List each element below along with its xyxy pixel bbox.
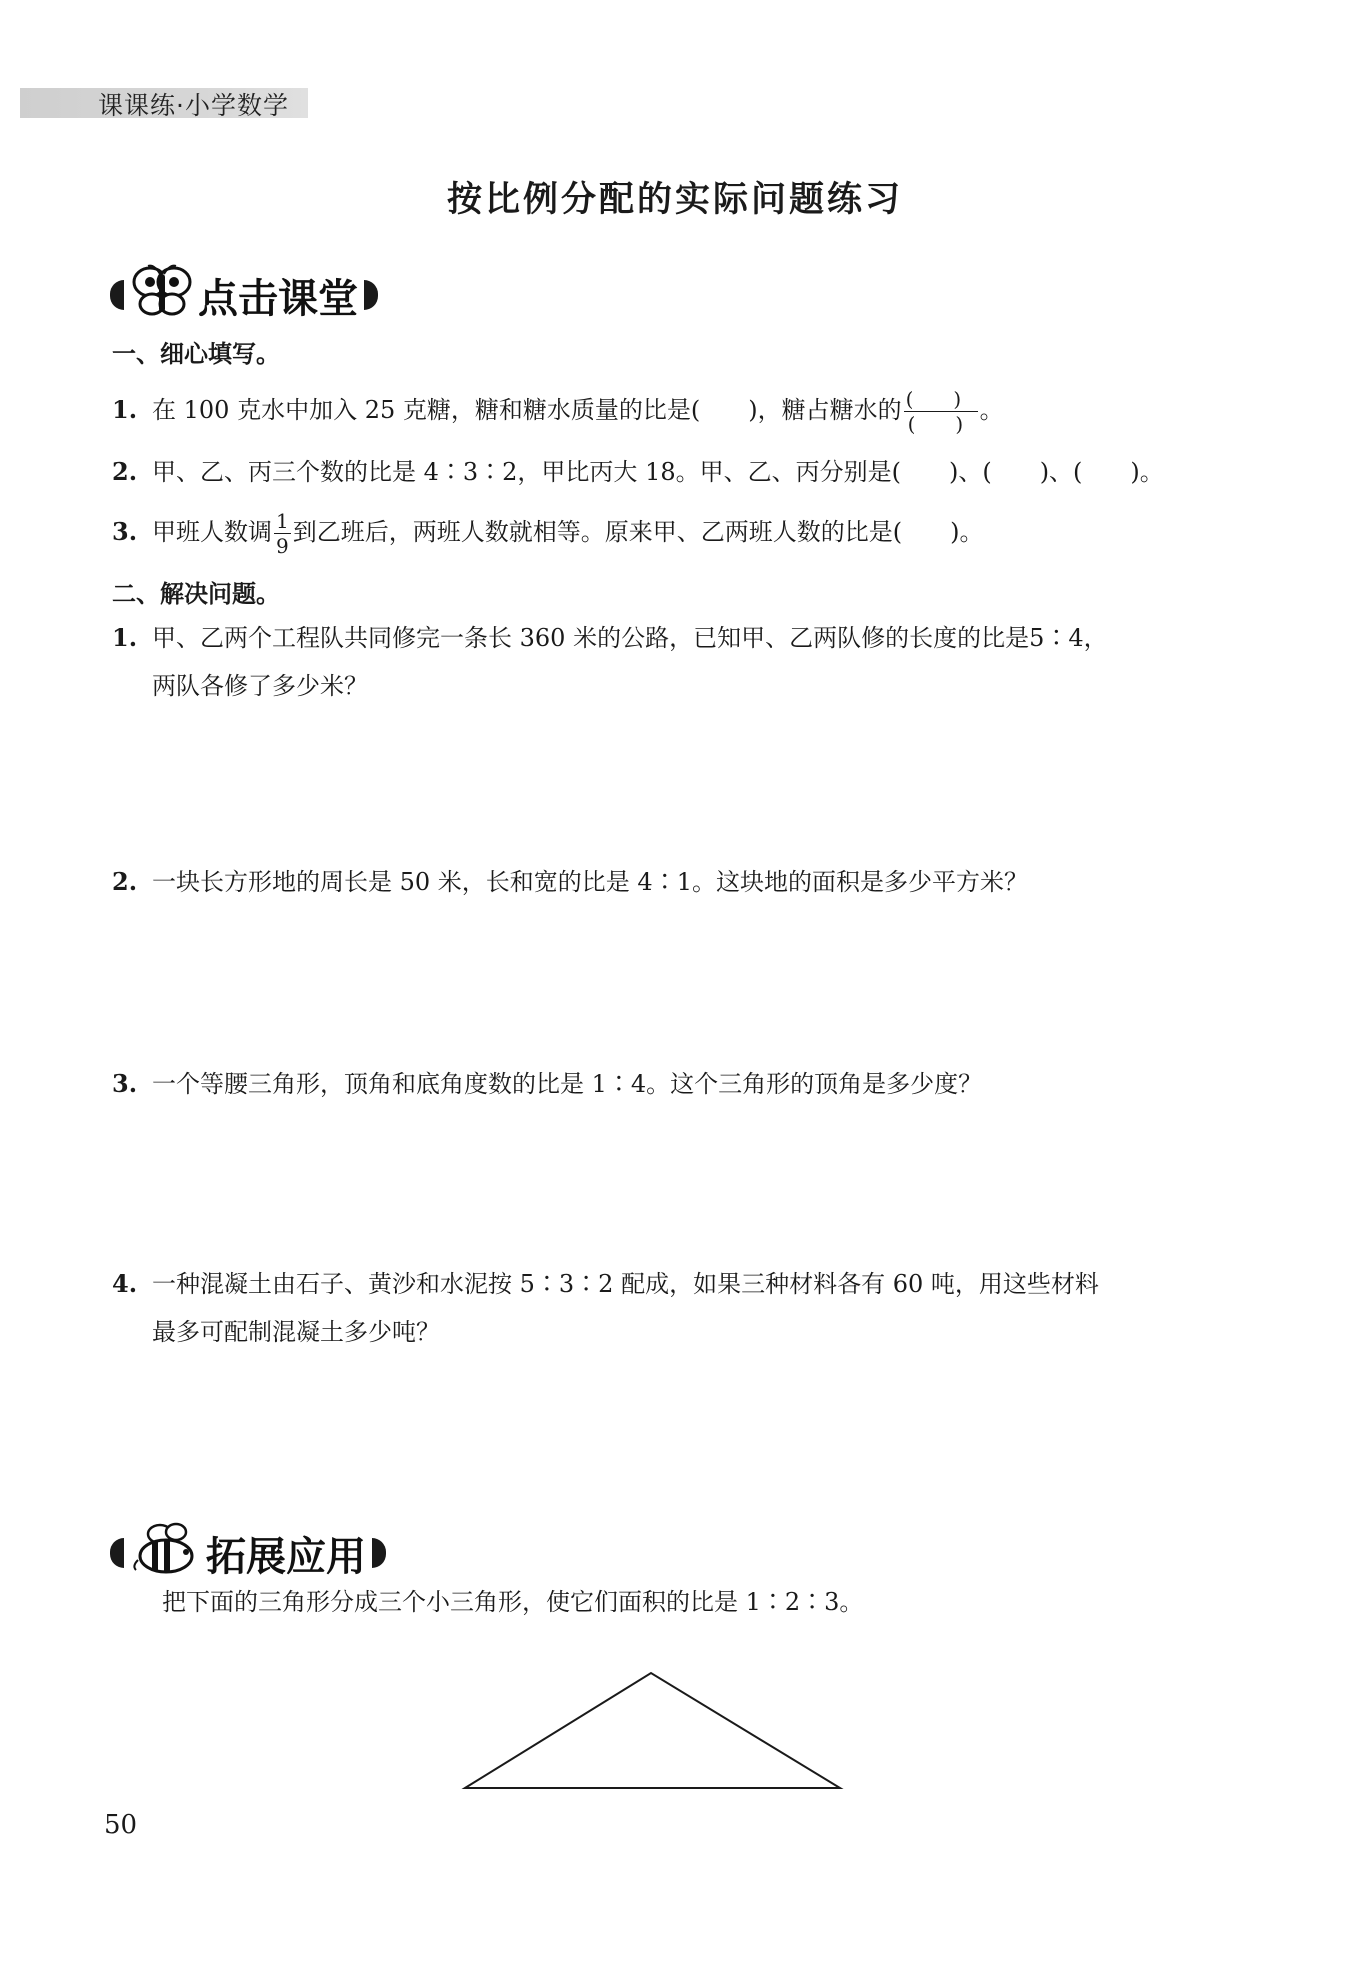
part1-heading: 一、细心填写。	[112, 340, 280, 368]
book-header: 课课练·小学数学	[98, 91, 289, 120]
page-title: 按比例分配的实际问题练习	[446, 180, 903, 220]
problem-1: 1. 甲、乙两个工程队共同修完一条长 360 米的公路，已知甲、乙两队修的长度的比是5∶4， 两队各修了多少米？	[112, 623, 1108, 700]
fill-question-3: 3. 甲班人数调 $\frac{1}{9}$ 到乙班后，两班人数就相等。原来甲、乙两班人数的比是( )。	[112, 509, 984, 558]
banner-title: 拓展应用	[206, 1533, 366, 1580]
problem-3: 3. 一个等腰三角形，顶角和底角度数的比是 1∶4。这个三角形的顶角是多少度？	[112, 1069, 983, 1098]
fraction-blank: $\frac{( )}{( )}$	[904, 389, 978, 434]
problem-4: 4. 一种混凝土由石子、黄沙和水泥按 5∶3∶2 配成，如果三种材料各有 60 吨，用这些材料 最多可配制混凝土多少吨？	[112, 1269, 1099, 1346]
page-number: 50	[104, 1810, 138, 1840]
butterfly-icon	[130, 262, 198, 328]
fill-question-2: 2. 甲、乙、丙三个数的比是 4∶3∶2，甲比丙大 18。甲、乙、丙分别是( )、( )、( )。	[112, 457, 1164, 486]
fraction-one-ninth: $\frac{1}{9}$	[276, 509, 289, 558]
fill-question-1: 1. 在 100 克水中加入 25 克糖，糖和糖水质量的比是( )，糖占糖水的 $\frac{( )}{( )}$ 。	[112, 387, 1004, 436]
section-banner-extension	[110, 1520, 386, 1586]
triangle-figure	[455, 1665, 855, 1795]
problem-2: 2. 一块长方形地的周长是 50 米，长和宽的比是 4∶1。这块地的面积是多少平方米？	[112, 867, 1028, 896]
extension-instruction: 把下面的三角形分成三个小三角形，使它们面积的比是 1∶2∶3。	[162, 1588, 864, 1616]
banner-title: 点击课堂	[198, 275, 358, 322]
section-banner-classroom	[110, 262, 378, 328]
part2-heading: 二、解决问题。	[112, 580, 280, 608]
bee-icon	[130, 1520, 206, 1586]
